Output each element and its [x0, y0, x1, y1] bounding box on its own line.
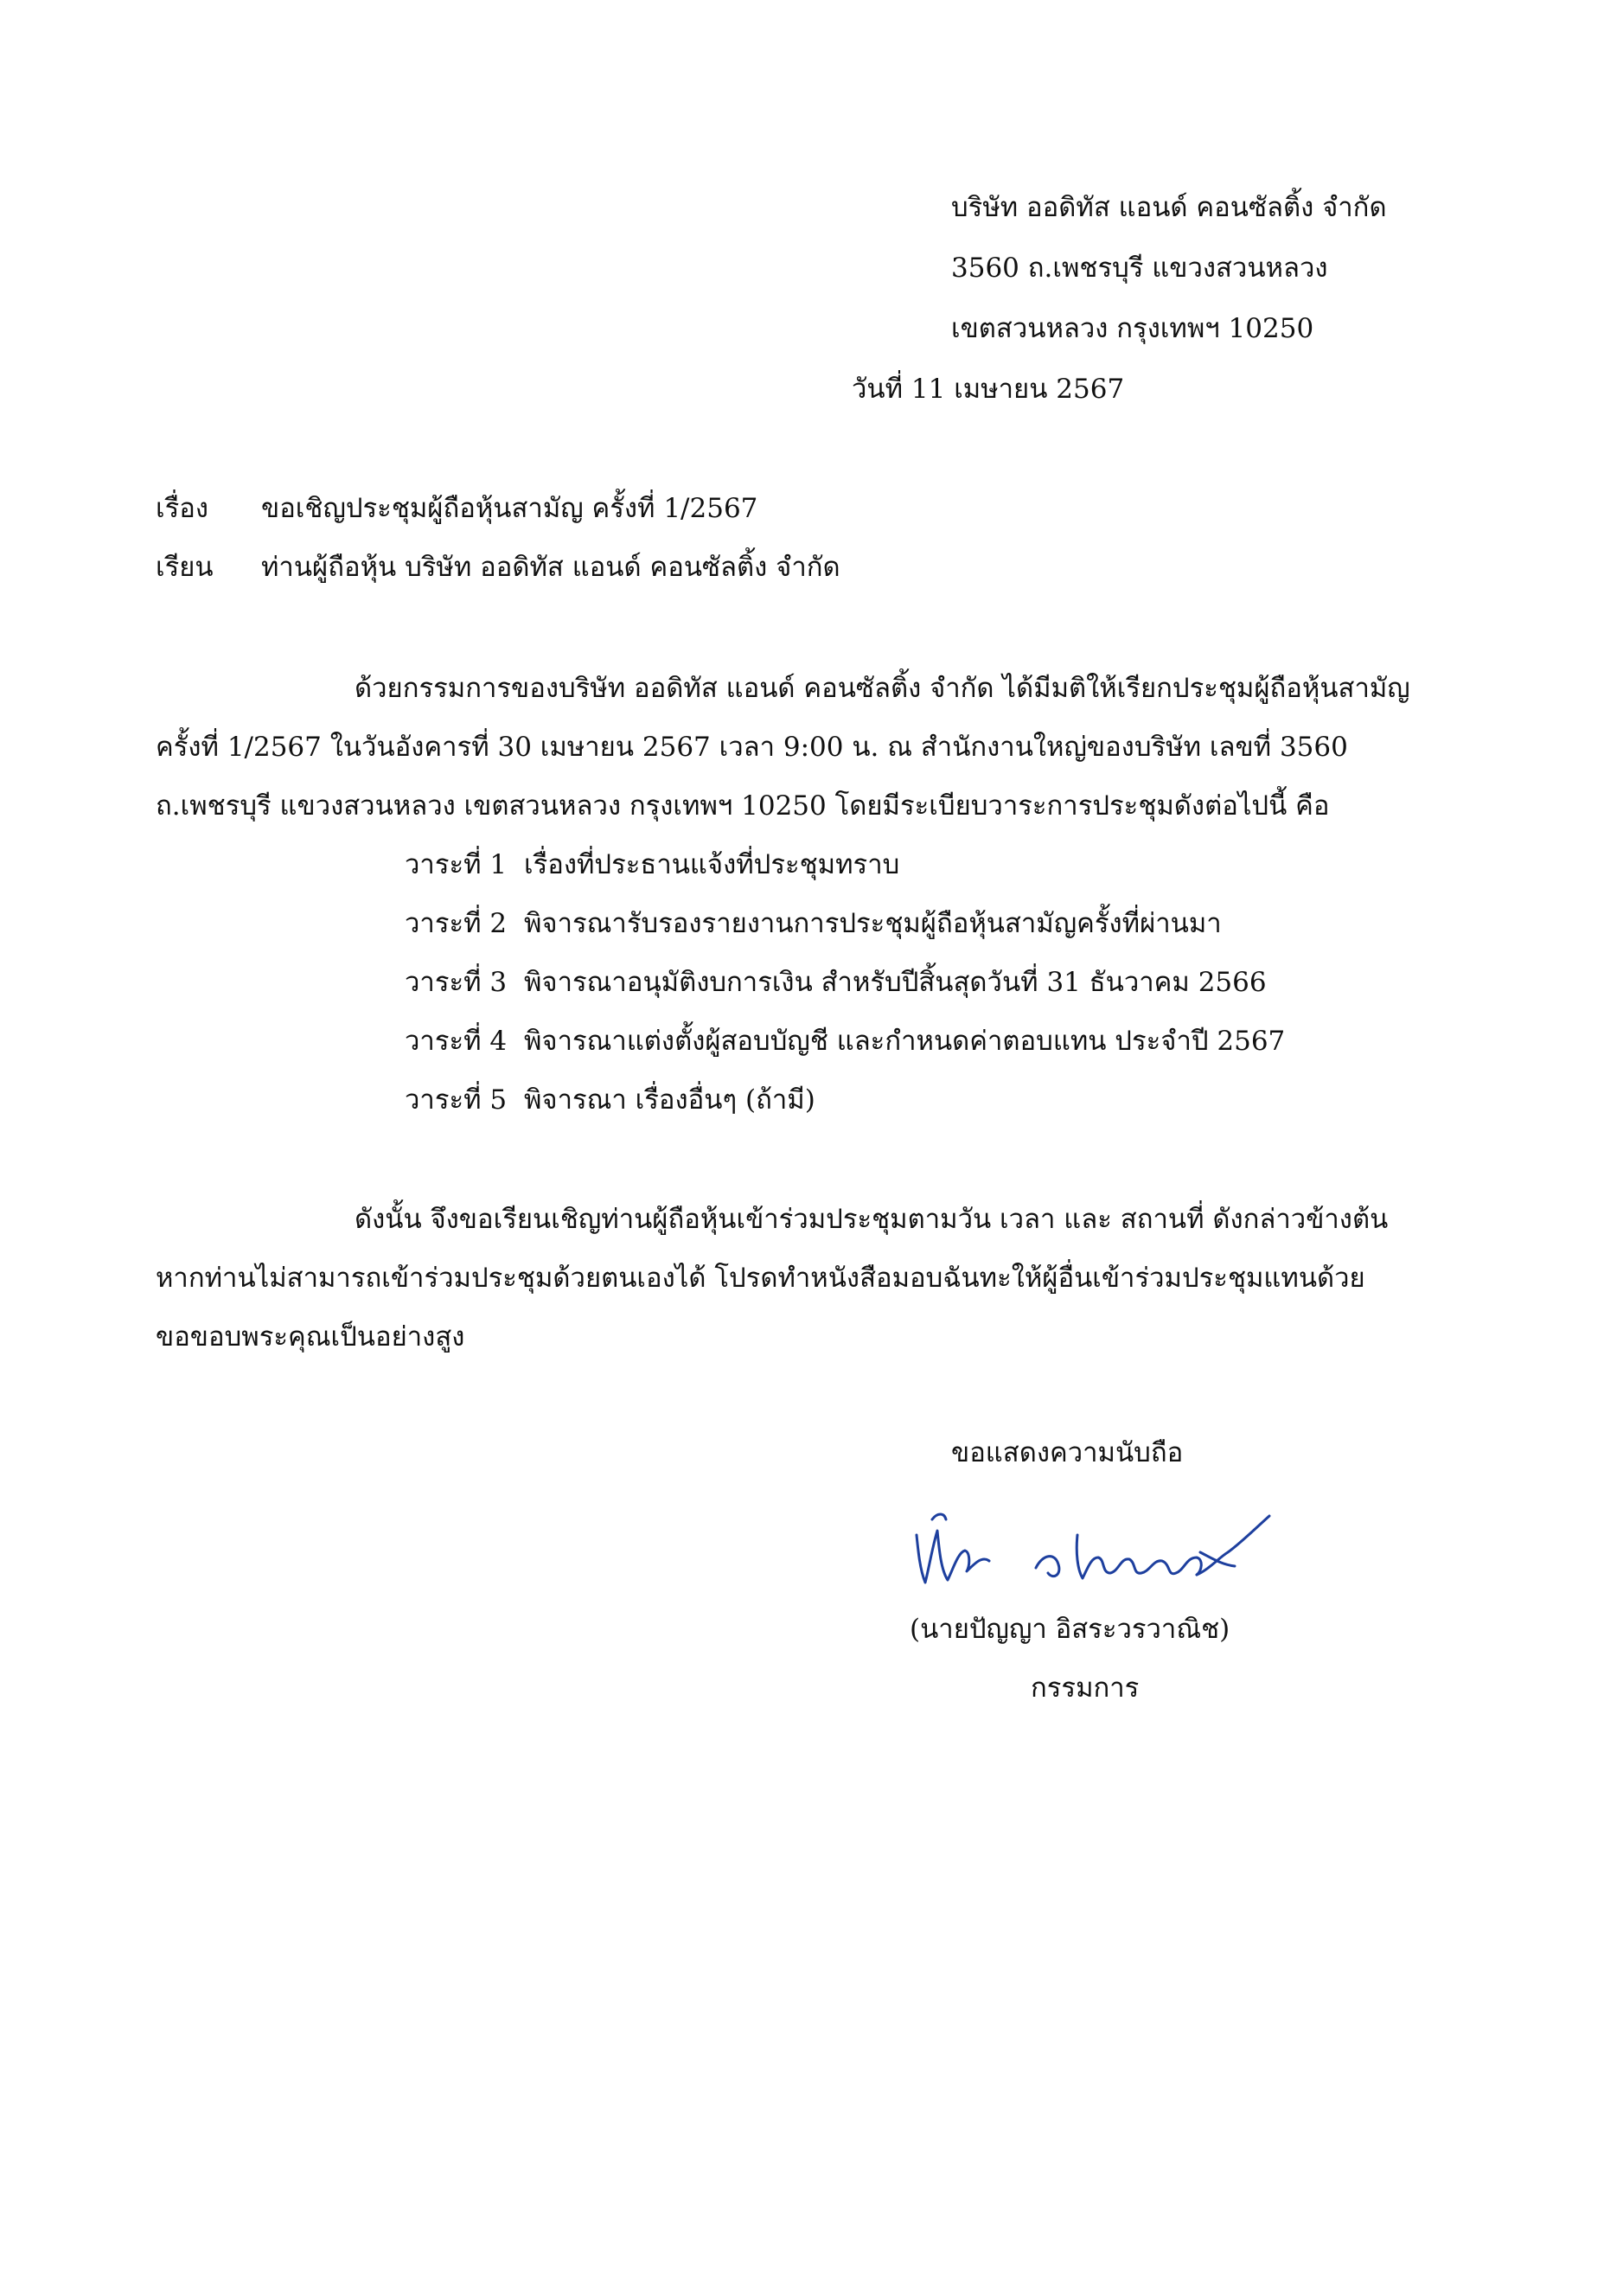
agenda-item	[405, 908, 1222, 940]
agenda-item	[405, 849, 899, 881]
agenda-number: วาระที่ 1	[405, 849, 508, 880]
subject-label: เรื่อง	[156, 493, 209, 524]
agenda-number: วาระที่ 5	[405, 1084, 508, 1116]
recipient-text: ท่านผู้ถือหุ้น บริษัท ออดิทัส แอนด์ คอนซัลติ้ง จำกัด	[261, 552, 840, 583]
agenda-text: พิจารณาแต่งตั้งผู้สอบบัญชี และกำหนดค่าตอบแทน ประจำปี 2567	[524, 1026, 1286, 1057]
sender-address-line-2: เขตสวนหลวง กรุงเทพฯ 10250	[951, 313, 1314, 344]
agenda-item	[405, 1026, 1285, 1058]
paragraph-1-line-1: ด้วยกรรมการของบริษัท ออดิทัส แอนด์ คอนซัลติ้ง จำกัด ได้มีมติให้เรียกประชุมผู้ถือหุ้นสามัญ	[355, 673, 1410, 704]
agenda-text: พิจารณารับรองรายงานการประชุมผู้ถือหุ้นสามัญครั้งที่ผ่านมา	[524, 908, 1222, 939]
paragraph-1-line-2: ครั้งที่ 1/2567 ในวันอังคารที่ 30 เมษายน 2567 เวลา 9:00 น. ณ สำนักงานใหญ่ของบริษัท เลขที่ 3560	[156, 732, 1348, 763]
agenda-text: พิจารณาอนุมัติงบการเงิน สำหรับปีสิ้นสุดวันที่ 31 ธันวาคม 2566	[524, 967, 1267, 998]
agenda-item	[405, 1084, 815, 1116]
handwritten-signature	[906, 1500, 1287, 1596]
paragraph-2-line-2: หากท่านไม่สามารถเข้าร่วมประชุมด้วยตนเองได้ โปรดทำหนังสือมอบฉันทะให้ผู้อื่นเข้าร่วมประชุมแทนด้วย	[156, 1263, 1365, 1294]
subject-text: ขอเชิญประชุมผู้ถือหุ้นสามัญ ครั้งที่ 1/2567	[261, 493, 758, 524]
sender-address-line-1: 3560 ถ.เพชรบุรี แขวงสวนหลวง	[951, 253, 1328, 284]
letter-date: วันที่ 11 เมษายน 2567	[852, 374, 1125, 405]
subject-row	[156, 493, 757, 525]
agenda-number: วาระที่ 4	[405, 1026, 508, 1057]
paragraph-2-line-3: ขอขอบพระคุณเป็นอย่างสูง	[156, 1321, 465, 1353]
signatory-name: (นายปัญญา อิสระวรวาณิช)	[910, 1614, 1230, 1645]
signatory-title: กรรมการ	[1031, 1672, 1140, 1704]
agenda-text: เรื่องที่ประธานแจ้งที่ประชุมทราบ	[524, 849, 900, 880]
paragraph-1-line-3: ถ.เพชรบุรี แขวงสวนหลวง เขตสวนหลวง กรุงเทพฯ 10250 โดยมีระเบียบวาระการประชุมดังต่อไปนี้ คือ	[156, 790, 1330, 822]
agenda-number: วาระที่ 2	[405, 908, 508, 939]
sender-company: บริษัท ออดิทัส แอนด์ คอนซัลติ้ง จำกัด	[951, 192, 1387, 223]
agenda-number: วาระที่ 3	[405, 967, 508, 998]
agenda-item	[405, 967, 1267, 999]
recipient-row	[156, 552, 840, 584]
recipient-label: เรียน	[156, 552, 214, 583]
paragraph-2-line-1: ดังนั้น จึงขอเรียนเชิญท่านผู้ถือหุ้นเข้าร่วมประชุมตามวัน เวลา และ สถานที่ ดังกล่าวข้างต้น	[355, 1204, 1389, 1235]
closing-salutation: ขอแสดงความนับถือ	[951, 1437, 1184, 1468]
agenda-text: พิจารณา เรื่องอื่นๆ (ถ้ามี)	[524, 1084, 815, 1116]
